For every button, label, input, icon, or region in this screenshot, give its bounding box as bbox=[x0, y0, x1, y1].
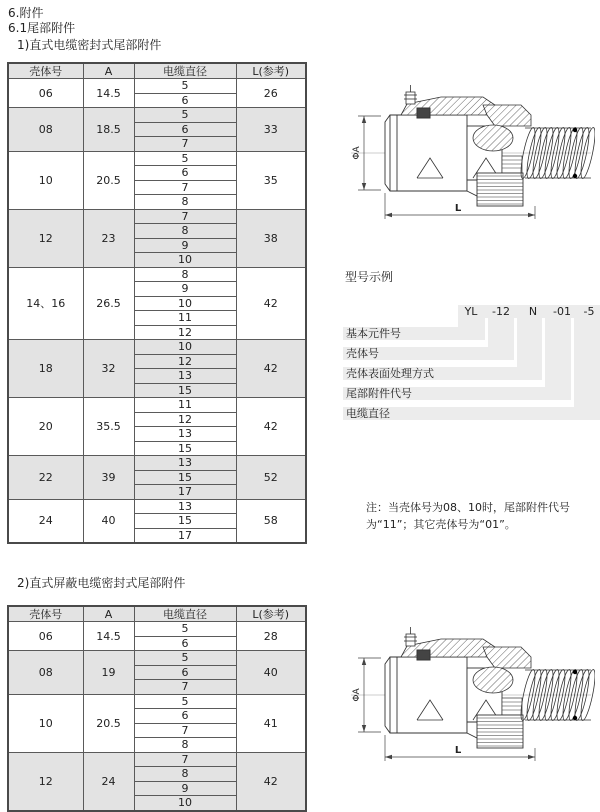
cable-diameter-cell: 6 bbox=[134, 636, 236, 651]
cable-diameter-cell: 8 bbox=[134, 195, 236, 210]
table-row bbox=[8, 752, 306, 767]
cable-diameter-cell: 8 bbox=[134, 738, 236, 753]
column-header: 壳体号 bbox=[8, 63, 83, 79]
cable-diameter-cell: 12 bbox=[134, 325, 236, 340]
cable-diameter-cell: 11 bbox=[134, 311, 236, 326]
section1-heading: 1)直式电缆密封式尾部附件 bbox=[17, 38, 162, 52]
dim-a-cell: 35.5 bbox=[83, 398, 134, 456]
model-code-segment: N bbox=[528, 305, 538, 318]
dim-l-cell: 26 bbox=[236, 79, 306, 108]
cable-diameter-cell: 7 bbox=[134, 209, 236, 224]
shell-number-cell: 14、16 bbox=[8, 267, 83, 340]
dim-l-cell: 42 bbox=[236, 752, 306, 811]
dim-l-cell: 58 bbox=[236, 499, 306, 543]
dim-a-cell: 14.5 bbox=[83, 622, 134, 651]
dim-a-cell: 26.5 bbox=[83, 267, 134, 340]
table-row bbox=[8, 340, 306, 355]
column-header: L(参考) bbox=[236, 63, 306, 79]
cable-diameter-cell: 11 bbox=[134, 398, 236, 413]
cable-diameter-cell: 9 bbox=[134, 238, 236, 253]
cable-diameter-cell: 8 bbox=[134, 224, 236, 239]
cable-diameter-cell: 5 bbox=[134, 694, 236, 709]
cable-diameter-cell: 5 bbox=[134, 79, 236, 94]
cable-diameter-cell: 15 bbox=[134, 441, 236, 456]
cable-diameter-cell: 12 bbox=[134, 354, 236, 369]
column-header: A bbox=[83, 63, 134, 79]
cable-diameter-cell: 7 bbox=[134, 180, 236, 195]
cable-diameter-cell: 10 bbox=[134, 340, 236, 355]
cable-diameter-cell: 6 bbox=[134, 665, 236, 680]
cable-diameter-cell: 6 bbox=[134, 166, 236, 181]
dim-l-cell: 28 bbox=[236, 622, 306, 651]
dim-l-cell: 38 bbox=[236, 209, 306, 267]
cable-diameter-cell: 12 bbox=[134, 412, 236, 427]
model-field-label: 基本元件号 bbox=[343, 327, 485, 340]
cable-diameter-cell: 8 bbox=[134, 767, 236, 782]
shell-number-cell: 08 bbox=[8, 108, 83, 152]
straight-cable-accessory-table bbox=[7, 62, 307, 544]
cable-diameter-cell: 10 bbox=[134, 296, 236, 311]
column-header: 电缆直径 bbox=[134, 606, 236, 622]
cable-diameter-cell: 5 bbox=[134, 651, 236, 666]
column-header: 壳体号 bbox=[8, 606, 83, 622]
dim-a-cell: 32 bbox=[83, 340, 134, 398]
cable-diameter-cell: 13 bbox=[134, 456, 236, 471]
model-field-label: 壳体表面处理方式 bbox=[343, 367, 542, 380]
table-row bbox=[8, 456, 306, 471]
cable-diameter-cell: 15 bbox=[134, 514, 236, 529]
cable-diameter-cell: 7 bbox=[134, 137, 236, 152]
connector-drawing-2 bbox=[345, 620, 595, 770]
doc-title: 6.附件 bbox=[8, 6, 44, 20]
shell-number-cell: 06 bbox=[8, 79, 83, 108]
table-row bbox=[8, 398, 306, 413]
dim-l-cell: 35 bbox=[236, 151, 306, 209]
cable-diameter-cell: 17 bbox=[134, 528, 236, 543]
dim-a-cell: 14.5 bbox=[83, 79, 134, 108]
shell-number-cell: 06 bbox=[8, 622, 83, 651]
cable-diameter-cell: 15 bbox=[134, 383, 236, 398]
model-code-segment: -5 bbox=[583, 305, 595, 318]
table-row bbox=[8, 108, 306, 123]
table-row bbox=[8, 209, 306, 224]
shielded-cable-accessory-table bbox=[7, 605, 307, 812]
shell-number-cell: 22 bbox=[8, 456, 83, 500]
model-field-label: 尾部附件代号 bbox=[343, 387, 571, 400]
doc-subtitle: 6.1尾部附件 bbox=[8, 21, 76, 35]
dim-a-cell: 39 bbox=[83, 456, 134, 500]
cable-diameter-cell: 7 bbox=[134, 723, 236, 738]
cable-diameter-cell: 7 bbox=[134, 752, 236, 767]
shell-number-cell: 08 bbox=[8, 651, 83, 695]
dim-l-cell: 42 bbox=[236, 398, 306, 456]
dim-l-cell: 40 bbox=[236, 651, 306, 695]
model-code-segment: -01 bbox=[553, 305, 571, 318]
cable-diameter-cell: 5 bbox=[134, 108, 236, 123]
model-example-title: 型号示例 bbox=[345, 270, 394, 284]
shell-number-cell: 10 bbox=[8, 151, 83, 209]
column-header: 电缆直径 bbox=[134, 63, 236, 79]
cable-diameter-cell: 9 bbox=[134, 781, 236, 796]
cable-diameter-cell: 10 bbox=[134, 796, 236, 811]
shell-number-cell: 18 bbox=[8, 340, 83, 398]
model-code-segment: YL bbox=[464, 305, 478, 318]
dim-l-cell: 41 bbox=[236, 694, 306, 752]
connector-drawing-1 bbox=[345, 78, 595, 228]
cable-diameter-cell: 6 bbox=[134, 93, 236, 108]
cable-diameter-cell: 17 bbox=[134, 485, 236, 500]
shell-number-cell: 12 bbox=[8, 752, 83, 811]
dim-a-cell: 20.5 bbox=[83, 694, 134, 752]
dim-a-cell: 24 bbox=[83, 752, 134, 811]
dim-a-cell: 20.5 bbox=[83, 151, 134, 209]
dim-l-cell: 33 bbox=[236, 108, 306, 152]
shell-number-cell: 24 bbox=[8, 499, 83, 543]
cable-diameter-cell: 9 bbox=[134, 282, 236, 297]
dim-l-cell: 52 bbox=[236, 456, 306, 500]
table-row bbox=[8, 151, 306, 166]
section2-heading: 2)直式屏蔽电缆密封式尾部附件 bbox=[17, 576, 186, 590]
column-header: A bbox=[83, 606, 134, 622]
table-row bbox=[8, 622, 306, 637]
cable-diameter-cell: 10 bbox=[134, 253, 236, 268]
cable-diameter-cell: 8 bbox=[134, 267, 236, 282]
table-row bbox=[8, 499, 306, 514]
shell-number-cell: 20 bbox=[8, 398, 83, 456]
table-row bbox=[8, 694, 306, 709]
cable-diameter-cell: 7 bbox=[134, 680, 236, 695]
cable-diameter-cell: 13 bbox=[134, 427, 236, 442]
dim-a-cell: 23 bbox=[83, 209, 134, 267]
model-code-segment: -12 bbox=[492, 305, 510, 318]
dim-l-cell: 42 bbox=[236, 340, 306, 398]
dim-l-cell: 42 bbox=[236, 267, 306, 340]
model-field-label: 电缆直径 bbox=[343, 407, 600, 420]
model-connector-strip bbox=[574, 318, 600, 420]
model-field-label: 壳体号 bbox=[343, 347, 514, 360]
cable-diameter-cell: 13 bbox=[134, 369, 236, 384]
cable-diameter-cell: 6 bbox=[134, 122, 236, 137]
cable-diameter-cell: 15 bbox=[134, 470, 236, 485]
table-row bbox=[8, 79, 306, 94]
shell-number-cell: 12 bbox=[8, 209, 83, 267]
table-row bbox=[8, 267, 306, 282]
shell-number-cell: 10 bbox=[8, 694, 83, 752]
cable-diameter-cell: 5 bbox=[134, 622, 236, 637]
cable-diameter-cell: 6 bbox=[134, 709, 236, 724]
column-header: L(参考) bbox=[236, 606, 306, 622]
dim-a-cell: 19 bbox=[83, 651, 134, 695]
dim-a-cell: 40 bbox=[83, 499, 134, 543]
note-text: 注：当壳体号为08、10时，尾部附件代号为“11”；其它壳体号为“01”。 bbox=[366, 501, 570, 531]
table-row bbox=[8, 651, 306, 666]
cable-diameter-cell: 13 bbox=[134, 499, 236, 514]
dim-a-cell: 18.5 bbox=[83, 108, 134, 152]
cable-diameter-cell: 5 bbox=[134, 151, 236, 166]
model-example-diagram bbox=[343, 300, 600, 422]
